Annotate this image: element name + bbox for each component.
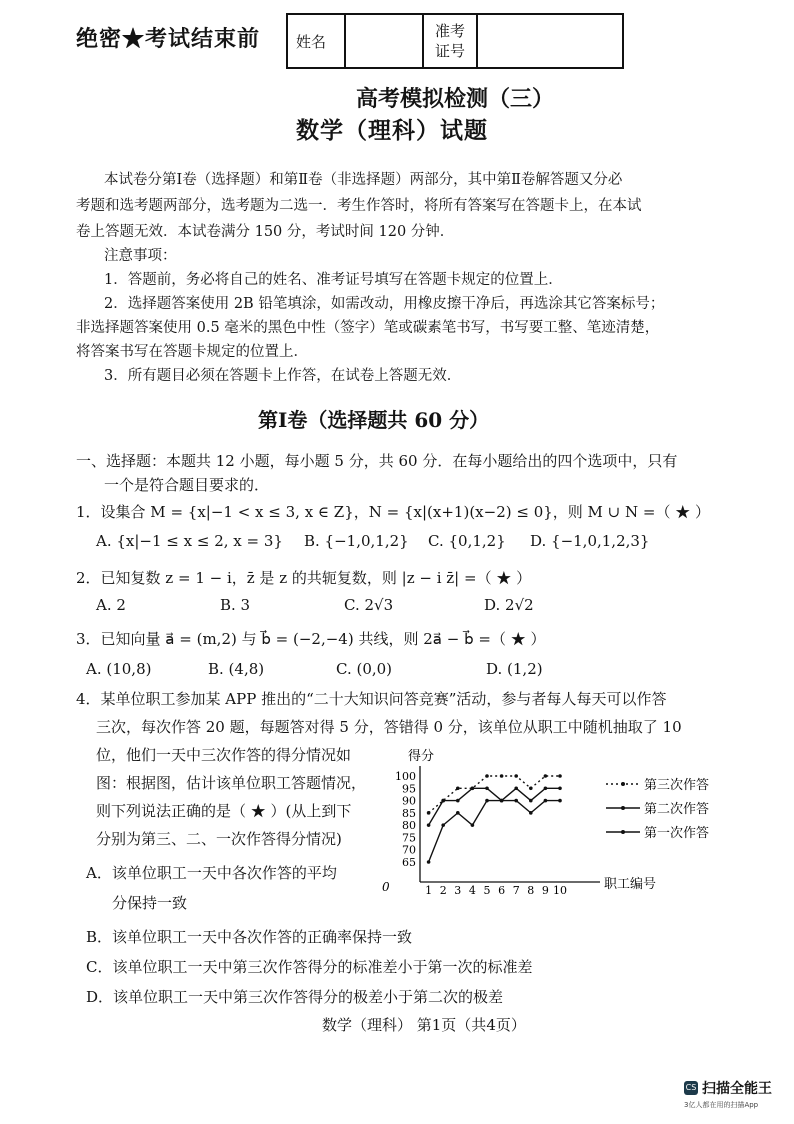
chart-data-point	[558, 799, 562, 803]
chart-y-tick-label: 70	[402, 843, 416, 857]
q1-option-b: B. {−1,0,1,2}	[304, 532, 409, 550]
chart-data-point	[427, 811, 431, 815]
intro-line-2: 考题和选考题两部分，选考题为二选一．考生作答时，将所有答案写在答题卡上，在本试	[76, 198, 642, 214]
chart-y-tick-label: 95	[402, 782, 416, 796]
q1-option-d: D. {−1,0,1,2,3}	[530, 532, 650, 550]
camscanner-app-name: 扫描全能王	[702, 1081, 772, 1097]
chart-data-point	[500, 799, 504, 803]
q4-option-c: C．该单位职工一天中第三次作答得分的标准差小于第一次的标准差	[86, 958, 533, 976]
chart-data-point	[544, 774, 548, 778]
camscanner-tagline: 3亿人都在用的扫描App	[684, 1101, 759, 1109]
id-label-line1: 准考	[434, 22, 465, 40]
q4-option-b: B．该单位职工一天中各次作答的正确率保持一致	[86, 928, 413, 946]
candidate-info-box	[286, 13, 624, 69]
chart-data-point	[544, 799, 548, 803]
q2-option-c: C. 2√3	[344, 596, 394, 614]
chart-x-label: 职工编号	[604, 877, 657, 892]
q1-option-a: A. {x|−1 ≤ x ≤ 2, x = 3}	[96, 532, 283, 550]
chart-data-point	[558, 786, 562, 790]
note-3: 3．所有题目必须在答题卡上作答，在试卷上答题无效．	[104, 368, 462, 384]
chart-legend-label: 第二次作答	[644, 802, 710, 817]
q4-stem-4: 图：根据图，估计该单位职工答题情况，	[96, 774, 367, 792]
note-1: 1．答题前，务必将自己的姓名、准考证号填写在答题卡规定的位置上．	[104, 272, 563, 288]
camscanner-logo-icon: CS	[684, 1081, 698, 1095]
note-2: 2．选择题答案使用 2B 铅笔填涂，如需改动，用橡皮擦干净后，再选涂其它答案标号；	[104, 296, 665, 312]
chart-y-tick-label: 80	[402, 819, 416, 833]
section-instruction: 一、选择题：本题共 12 小题，每小题 5 分，共 60 分．在每小题给出的四个选项中，只有	[76, 452, 678, 470]
q3-stem: 3．已知向量 a⃗ = (m,2) 与 b⃗ = (−2,−4) 共线，则 2a⃗ − b⃗ =（ ★ ）	[76, 630, 546, 648]
chart-y-label: 得分	[408, 749, 435, 764]
chart-data-point	[427, 823, 431, 827]
chart-x-tick-label: 8	[527, 884, 535, 897]
chart-origin-label: 0	[382, 880, 390, 894]
chart-legend-label: 第一次作答	[644, 826, 710, 841]
chart-x-tick-label: 4	[468, 884, 476, 897]
chart-data-point	[427, 860, 431, 864]
chart-data-point	[471, 786, 475, 790]
chart-data-point	[441, 799, 445, 803]
exam-subtitle: 数学（理科）试题	[296, 117, 488, 144]
chart-data-point	[514, 799, 518, 803]
score-line-chart	[380, 748, 720, 898]
chart-y-tick-label: 100	[395, 770, 416, 783]
chart-data-point	[456, 811, 460, 815]
exam-title: 高考模拟检测（三）	[356, 86, 555, 112]
chart-y-tick-label: 65	[402, 856, 416, 869]
chart-data-point	[558, 774, 562, 778]
q2-stem: 2．已知复数 z = 1 − i，z̄ 是 z 的共轭复数，则 |z − i z̄| =（ ★ ）	[76, 569, 532, 587]
chart-y-tick-label: 85	[402, 806, 416, 820]
chart-data-point	[485, 799, 489, 803]
chart-data-point	[456, 799, 460, 803]
chart-x-tick-label: 3	[454, 884, 462, 897]
chart-data-point	[485, 774, 489, 778]
chart-x-tick-label: 1	[425, 884, 433, 897]
chart-x-tick-label: 6	[498, 884, 506, 897]
q4-option-a-cont: 分保持一致	[112, 894, 188, 912]
q3-option-c: C. (0,0)	[336, 660, 393, 678]
q3-option-a: A. (10,8)	[86, 660, 152, 678]
confidential-label: 绝密★考试结束前	[76, 26, 261, 52]
section-title: 第Ⅰ卷（选择题共 60 分）	[258, 408, 490, 432]
q2-option-b: B. 3	[220, 596, 251, 614]
chart-legend-marker	[621, 782, 625, 786]
q4-option-d: D．该单位职工一天中第三次作答得分的极差小于第二次的极差	[86, 988, 504, 1006]
chart-y-tick-label: 75	[402, 831, 416, 845]
id-label	[423, 14, 477, 68]
q4-stem-5: 则下列说法正确的是（ ★ ）(从上到下	[96, 802, 352, 820]
chart-series-line	[429, 788, 560, 825]
chart-legend-marker	[621, 806, 625, 810]
chart-x-tick-label: 10	[553, 884, 567, 897]
q4-stem-6: 分别为第三、二、一次作答得分情况)	[96, 830, 342, 848]
chart-data-point	[441, 823, 445, 827]
chart-y-tick-label: 90	[402, 794, 416, 808]
chart-x-tick-label: 7	[512, 884, 520, 897]
q4-stem-3: 位，他们一天中三次作答的得分情况如	[96, 746, 352, 764]
chart-data-point	[529, 799, 533, 803]
q2-option-d: D. 2√2	[484, 596, 534, 614]
intro-line-1: 本试卷分第Ⅰ卷（选择题）和第Ⅱ卷（非选择题）两部分，其中第Ⅱ卷解答题又分必	[104, 172, 623, 188]
chart-legend-marker	[621, 830, 625, 834]
section-instruction-cont: 一个是符合题目要求的．	[104, 476, 270, 494]
name-label: 姓名	[287, 14, 345, 68]
note-2-end: 将答案书写在答题卡规定的位置上．	[76, 344, 308, 360]
id-label-line2: 证号	[434, 42, 465, 60]
q2-option-a: A. 2	[96, 596, 126, 614]
chart-data-point	[456, 786, 460, 790]
q4-stem-2: 三次，每次作答 20 题，每题答对得 5 分，答错得 0 分，该单位从职工中随机抽取了 10	[96, 718, 682, 736]
q1-option-c: C. {0,1,2}	[428, 532, 506, 550]
q3-option-b: B. (4,8)	[208, 660, 265, 678]
chart-data-point	[514, 786, 518, 790]
chart-data-point	[529, 786, 533, 790]
q1-stem: 1．设集合 M = {x|−1 < x ≤ 3, x ∈ Z}，N = {x|(x+1)(x−2) ≤ 0}，则 M ∪ N =（ ★ ）	[76, 503, 711, 521]
intro-line-3: 卷上答题无效．本试卷满分 150 分，考试时间 120 分钟．	[76, 224, 455, 240]
chart-data-point	[514, 774, 518, 778]
name-field	[345, 14, 423, 68]
chart-x-tick-label: 5	[483, 884, 491, 897]
id-field	[477, 14, 623, 68]
chart-legend-label: 第三次作答	[644, 778, 710, 793]
notes-title: 注意事项：	[104, 248, 177, 264]
chart-x-tick-label: 9	[541, 884, 549, 897]
q4-option-a: A．该单位职工一天中各次作答的平均	[86, 864, 337, 882]
chart-data-point	[485, 786, 489, 790]
chart-x-tick-label: 2	[439, 884, 447, 897]
chart-data-point	[529, 811, 533, 815]
chart-series-line	[429, 801, 560, 862]
chart-data-point	[500, 774, 504, 778]
note-2-cont: 非选择题答案使用 0.5 毫米的黑色中性（签字）笔或碳素笔书写，书写要工整、笔迹清楚，	[76, 320, 660, 336]
chart-data-point	[544, 786, 548, 790]
q3-option-d: D. (1,2)	[486, 660, 543, 678]
page-footer: 数学（理科） 第1页（共4页）	[322, 1016, 526, 1034]
q4-stem-1: 4．某单位职工参加某 APP 推出的“二十大知识问答竞赛”活动，参与者每人每天可以作答	[76, 690, 667, 708]
chart-data-point	[471, 823, 475, 827]
